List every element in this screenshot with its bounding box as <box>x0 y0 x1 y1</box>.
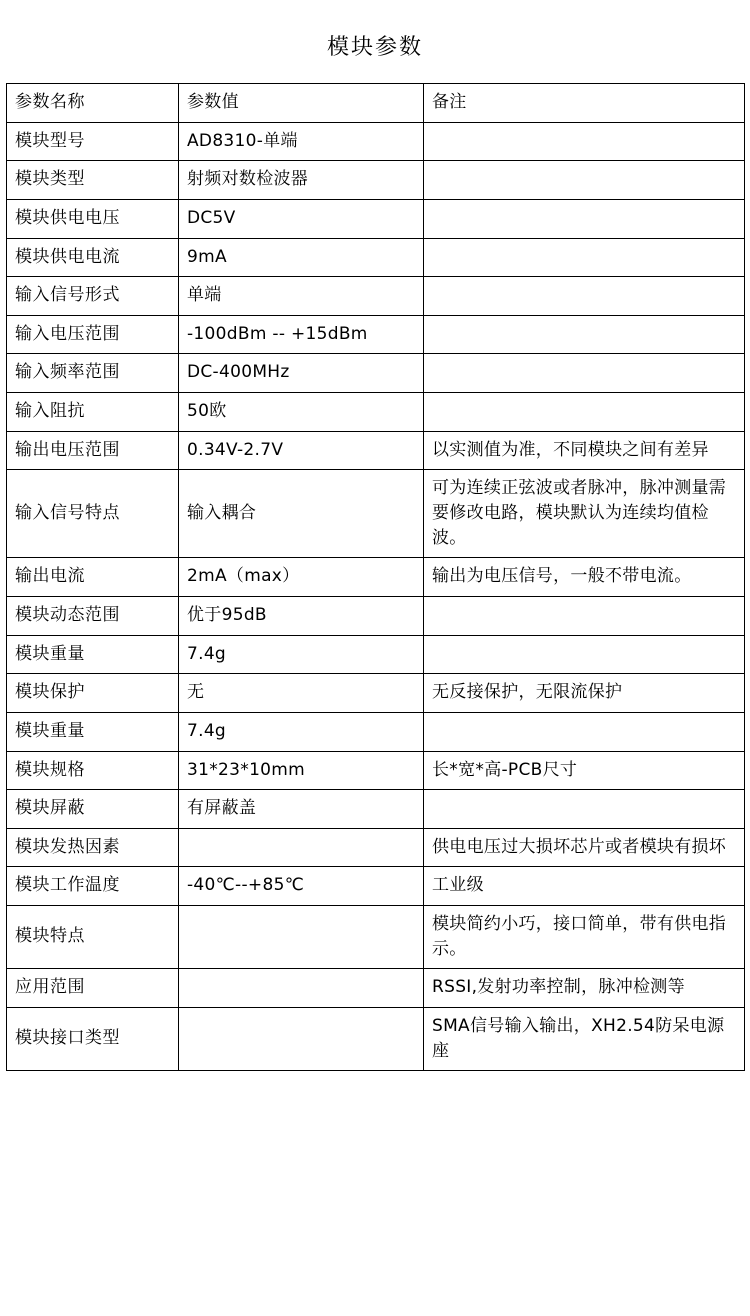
param-name-cell: 模块保护 <box>7 674 179 713</box>
param-name-cell: 输出电压范围 <box>7 431 179 470</box>
param-remark-cell <box>424 354 745 393</box>
table-row <box>7 828 745 867</box>
param-name-cell: 输入电压范围 <box>7 315 179 354</box>
param-name-cell: 模块类型 <box>7 161 179 200</box>
param-remark-cell: 以实测值为准，不同模块之间有差异 <box>424 431 745 470</box>
table-row <box>7 558 745 597</box>
param-value-cell: AD8310-单端 <box>179 122 424 161</box>
table-row <box>7 596 745 635</box>
param-remark-cell: 可为连续正弦波或者脉冲，脉冲测量需要修改电路，模块默认为连续均值检波。 <box>424 470 745 558</box>
param-name-cell: 输出电流 <box>7 558 179 597</box>
param-name-cell: 模块重量 <box>7 635 179 674</box>
param-value-cell: 50欧 <box>179 393 424 432</box>
param-remark-cell <box>424 635 745 674</box>
param-name-cell: 输入信号特点 <box>7 470 179 558</box>
param-name-cell: 模块动态范围 <box>7 596 179 635</box>
param-name-cell: 模块供电电压 <box>7 199 179 238</box>
param-value-cell: -40℃--+85℃ <box>179 867 424 906</box>
table-row <box>7 790 745 829</box>
param-remark-cell: 长*宽*高-PCB尺寸 <box>424 751 745 790</box>
param-value-cell: 9mA <box>179 238 424 277</box>
param-remark-cell: 无反接保护，无限流保护 <box>424 674 745 713</box>
param-value-cell: 0.34V-2.7V <box>179 431 424 470</box>
param-remark-cell: 供电电压过大损坏芯片或者模块有损坏 <box>424 828 745 867</box>
param-value-cell: 7.4g <box>179 712 424 751</box>
param-value-cell: 无 <box>179 674 424 713</box>
param-remark-cell: 模块简约小巧，接口简单，带有供电指示。 <box>424 906 745 969</box>
param-value-cell: 射频对数检波器 <box>179 161 424 200</box>
param-value-cell <box>179 1008 424 1071</box>
table-row <box>7 122 745 161</box>
param-value-cell: 输入耦合 <box>179 470 424 558</box>
param-remark-cell <box>424 315 745 354</box>
table-row <box>7 635 745 674</box>
table-header-row <box>7 84 745 123</box>
table-row <box>7 199 745 238</box>
param-value-cell: 7.4g <box>179 635 424 674</box>
param-name-cell: 输入阻抗 <box>7 393 179 432</box>
param-name-cell: 模块工作温度 <box>7 867 179 906</box>
table-row <box>7 315 745 354</box>
param-remark-cell <box>424 122 745 161</box>
param-remark-cell <box>424 277 745 316</box>
param-value-cell: 31*23*10mm <box>179 751 424 790</box>
param-remark-cell <box>424 596 745 635</box>
table-row <box>7 354 745 393</box>
param-name-cell: 模块型号 <box>7 122 179 161</box>
param-name-cell: 输入信号形式 <box>7 277 179 316</box>
param-remark-cell: SMA信号输入输出，XH2.54防呆电源座 <box>424 1008 745 1071</box>
param-remark-cell: RSSI,发射功率控制，脉冲检测等 <box>424 969 745 1008</box>
param-value-cell: 有屏蔽盖 <box>179 790 424 829</box>
param-remark-cell <box>424 393 745 432</box>
param-value-cell: 优于95dB <box>179 596 424 635</box>
param-name-cell: 应用范围 <box>7 969 179 1008</box>
param-value-cell <box>179 906 424 969</box>
param-remark-cell <box>424 790 745 829</box>
table-row <box>7 238 745 277</box>
table-row <box>7 470 745 558</box>
param-name-cell: 模块发热因素 <box>7 828 179 867</box>
table-header <box>7 84 745 123</box>
param-name-cell: 模块屏蔽 <box>7 790 179 829</box>
param-value-cell <box>179 828 424 867</box>
table-row <box>7 867 745 906</box>
param-name-cell: 模块供电电流 <box>7 238 179 277</box>
param-value-cell: -100dBm -- +15dBm <box>179 315 424 354</box>
table-row <box>7 906 745 969</box>
param-value-cell <box>179 969 424 1008</box>
param-value-cell: 单端 <box>179 277 424 316</box>
column-header-name: 参数名称 <box>7 84 179 123</box>
param-value-cell: 2mA（max） <box>179 558 424 597</box>
param-remark-cell <box>424 712 745 751</box>
param-name-cell: 模块接口类型 <box>7 1008 179 1071</box>
param-remark-cell: 输出为电压信号，一般不带电流。 <box>424 558 745 597</box>
column-header-remark: 备注 <box>424 84 745 123</box>
parameters-table <box>6 83 745 1071</box>
page-title: 模块参数 <box>326 35 423 60</box>
table-row <box>7 674 745 713</box>
table-row <box>7 277 745 316</box>
table-row <box>7 751 745 790</box>
param-remark-cell <box>424 161 745 200</box>
param-value-cell: DC-400MHz <box>179 354 424 393</box>
table-row <box>7 712 745 751</box>
param-remark-cell <box>424 199 745 238</box>
table-row <box>7 161 745 200</box>
table-row <box>7 431 745 470</box>
column-header-value: 参数值 <box>179 84 424 123</box>
param-remark-cell: 工业级 <box>424 867 745 906</box>
param-name-cell: 输入频率范围 <box>7 354 179 393</box>
param-name-cell: 模块规格 <box>7 751 179 790</box>
param-value-cell: DC5V <box>179 199 424 238</box>
table-row <box>7 393 745 432</box>
param-name-cell: 模块重量 <box>7 712 179 751</box>
param-remark-cell <box>424 238 745 277</box>
table-body <box>7 122 745 1071</box>
table-row <box>7 969 745 1008</box>
table-row <box>7 1008 745 1071</box>
param-name-cell: 模块特点 <box>7 906 179 969</box>
